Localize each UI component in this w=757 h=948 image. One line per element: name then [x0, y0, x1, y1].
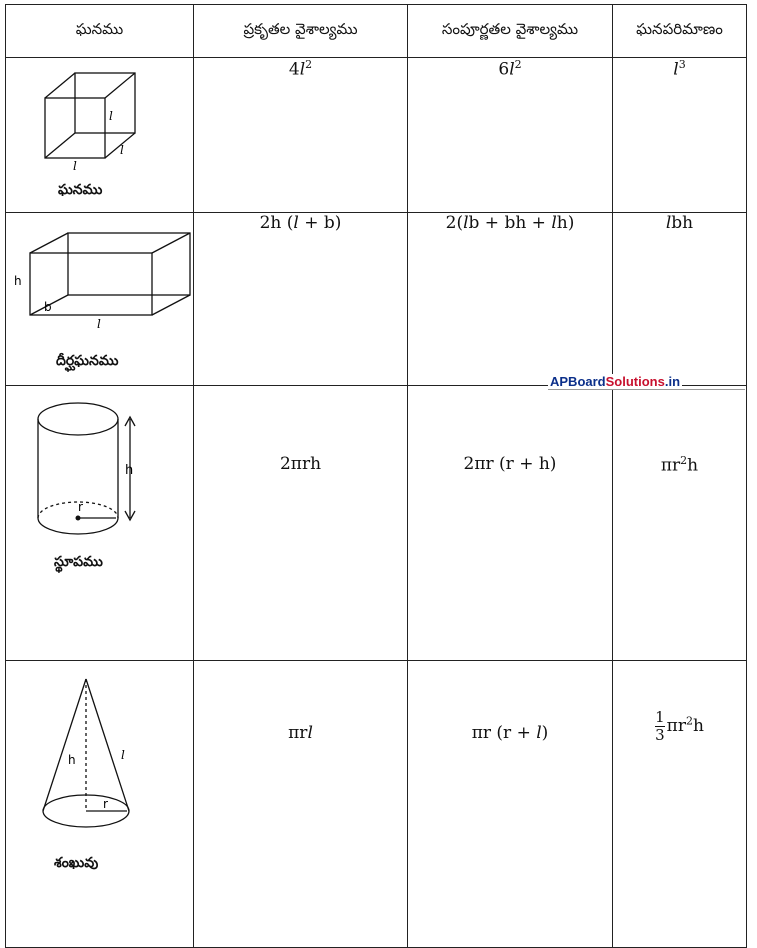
header-row — [6, 5, 747, 58]
watermark: APBoardSolutions.in — [550, 374, 681, 389]
cube-volume: $l^3$ — [613, 58, 747, 213]
watermark-underline — [548, 389, 745, 390]
cone-name: శంఖువు — [54, 855, 99, 871]
cube-edge-label-3: l — [73, 159, 77, 173]
cylinder-volume: $\pi r^2h$ — [613, 386, 747, 661]
cuboid-name: దీర్ఘఘనము — [56, 353, 119, 369]
cuboid-height-label: h — [14, 274, 22, 288]
header-solid: ఘనము — [6, 5, 194, 58]
cylinder-height-label: h — [125, 463, 134, 478]
cuboid-length-label: l — [97, 317, 101, 331]
cylinder-lsa: 2πrh — [194, 386, 408, 661]
cylinder-name: స్థూపము — [54, 554, 103, 570]
cuboid-breadth-label: b — [44, 300, 52, 314]
cone-slant-label: l — [121, 748, 125, 762]
cube-edge-label-1: l — [109, 109, 113, 123]
cube-lsa: $4l^2$ — [194, 58, 408, 213]
cube-figure-cell — [6, 58, 194, 213]
table-row-cylinder — [6, 386, 747, 661]
cylinder-figure-cell — [6, 386, 194, 661]
cuboid-tsa: 2(lb + bh + lh) — [408, 213, 613, 386]
cuboid-volume: lbh — [613, 213, 747, 386]
cone-radius-label: r — [103, 797, 108, 811]
table-row-cone — [6, 661, 747, 948]
cylinder-center-dot — [76, 516, 81, 521]
cylinder-tsa: 2πr (r + h) — [408, 386, 613, 661]
table-row-cuboid — [6, 213, 747, 386]
cone-volume: $\frac{1}{3}$ $\pi r^2h$ — [613, 661, 747, 948]
cone-height-label: h — [68, 753, 76, 767]
header-lateral-surface-area: ప్రకృతల వైశాల్యము — [194, 5, 408, 58]
cone-figure-cell — [6, 661, 194, 948]
header-total-surface-area: సంపూర్ణతల వైశాల్యము — [408, 5, 613, 58]
header-volume: ఘనపరిమాణం — [613, 5, 747, 58]
cube-edge-label-2: l — [120, 143, 124, 157]
cone-tsa: πr (r + l) — [408, 661, 613, 948]
cuboid-figure-cell — [6, 213, 194, 386]
cube-tsa: $6l^2$ — [408, 58, 613, 213]
cone-lsa: πrl — [194, 661, 408, 948]
table-row-cube — [6, 58, 747, 213]
cone-figure — [6, 661, 194, 885]
cube-name: ఘనము — [58, 182, 103, 198]
solids-table — [5, 4, 747, 948]
cone-volume-fraction: $\frac{1}{3}$ — [655, 708, 665, 744]
cuboid-lsa: 2h (l + b) — [194, 213, 408, 386]
cylinder-radius-label: r — [78, 500, 83, 514]
